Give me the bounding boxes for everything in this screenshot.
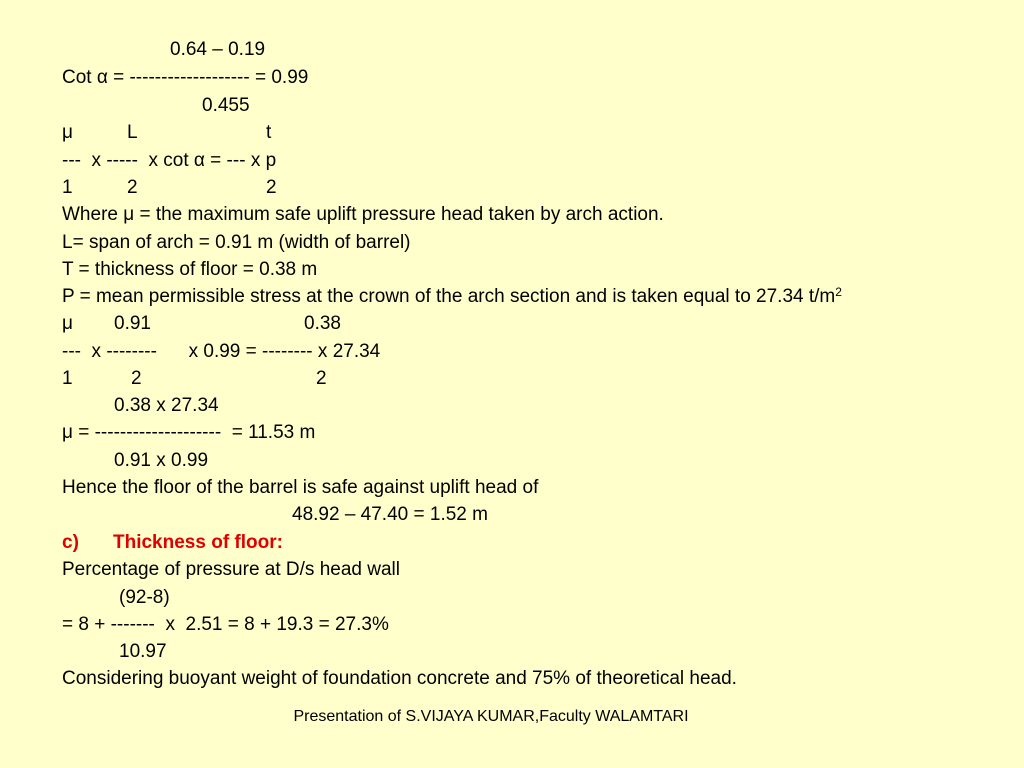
section-c-title: Thickness of floor: [113,532,283,553]
percentage-text: Percentage of pressure at D/s head wall [62,559,400,580]
general-two-b: 2 [266,177,277,198]
substitution-equation: --- x -------- x 0.99 = -------- x 27.34 [62,341,381,362]
general-one: 1 [62,177,73,198]
result-equation: μ = -------------------- = 11.53 m [62,422,316,443]
considering-text: Considering buoyant weight of foundation concrete and 75% of theoretical head. [62,668,737,689]
footer-credit: Presentation of S.VIJAYA KUMAR,Faculty WALAMTARI [293,708,689,725]
definition-thickness: T = thickness of floor = 0.38 m [62,259,318,280]
definition-span: L= span of arch = 0.91 m (width of barrel) [62,232,411,253]
definition-stress-text: P = mean permissible stress at the crown of the arch section and is taken equal to 27.34 t/m [62,286,836,307]
cot-formula: Cot α = ------------------- = 0.99 [62,67,309,88]
general-L: L [127,122,138,143]
conclusion-value: 48.92 – 47.40 = 1.52 m [292,504,488,525]
substitution-one: 1 [62,368,73,389]
conclusion-text: Hence the floor of the barrel is safe against uplift head of [62,477,539,498]
substitution-two-a: 2 [131,368,142,389]
section-c-label: c) [62,532,79,553]
percentage-equation: = 8 + ------- x 2.51 = 8 + 19.3 = 27.3% [62,614,389,635]
substitution-mu: μ [62,313,73,334]
substitution-value-b: 0.38 [304,313,341,334]
definition-mu: Where μ = the maximum safe uplift pressure head taken by arch action. [62,204,664,225]
cot-denominator: 0.455 [202,95,250,116]
percentage-numerator: (92-8) [119,587,170,608]
percentage-denominator: 10.97 [119,641,167,662]
substitution-value-a: 0.91 [114,313,151,334]
definition-stress [62,286,842,308]
substitution-two-b: 2 [316,368,327,389]
general-t: t [266,122,272,143]
general-equation: --- x ----- x cot α = --- x p [62,150,277,171]
result-denominator: 0.91 x 0.99 [114,450,209,471]
cot-numerator: 0.64 – 0.19 [170,39,266,60]
definition-stress-superscript: 2 [835,285,842,299]
general-mu: μ [62,122,73,143]
result-numerator: 0.38 x 27.34 [114,395,219,416]
general-two-a: 2 [127,177,138,198]
